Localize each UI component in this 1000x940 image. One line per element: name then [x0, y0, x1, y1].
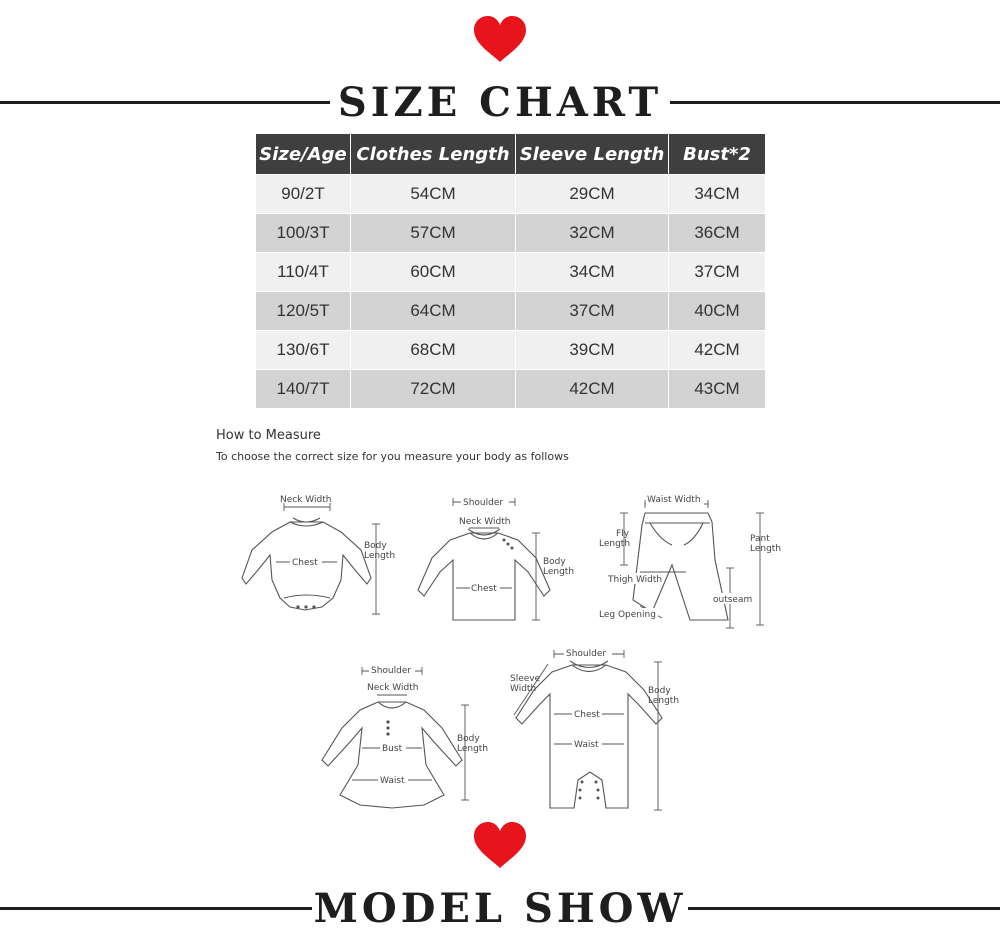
- cell-size: 100/3T: [256, 214, 351, 253]
- how-to-measure-title: How to Measure: [216, 428, 321, 443]
- cell-sleeve-length: 39CM: [516, 331, 669, 370]
- cell-size: 130/6T: [256, 331, 351, 370]
- cell-bust: 34CM: [669, 175, 766, 214]
- how-to-measure-subtitle: To choose the correct size for you measure your body as follows: [216, 450, 569, 463]
- heading-rule-right: [688, 907, 1000, 910]
- cell-clothes-length: 68CM: [351, 331, 516, 370]
- heart-icon: [472, 14, 528, 64]
- cell-bust: 43CM: [669, 370, 766, 409]
- dress-length-label: Length: [457, 744, 489, 754]
- top-shoulder-label: Shoulder: [463, 498, 504, 508]
- jumpsuit-sleeve-width-label: Width: [510, 684, 537, 694]
- jumpsuit-diagram: [510, 647, 679, 810]
- dress-shoulder-label: Shoulder: [371, 666, 412, 676]
- cell-clothes-length: 72CM: [351, 370, 516, 409]
- top-neck-width-label: Neck Width: [459, 517, 511, 527]
- table-row: [256, 292, 766, 331]
- romper-body-label: Body: [364, 541, 387, 551]
- table-header-row: [256, 134, 766, 175]
- cell-clothes-length: 60CM: [351, 253, 516, 292]
- header-bust: Bust*2: [669, 134, 766, 175]
- pants-diagram: [598, 494, 781, 628]
- header-sleeve-length: Sleeve Length: [516, 134, 669, 175]
- dress-bust-label: Bust: [382, 744, 403, 754]
- cell-size: 140/7T: [256, 370, 351, 409]
- table-row: [256, 175, 766, 214]
- jumpsuit-waist-label: Waist: [574, 740, 599, 750]
- size-chart-heading: [0, 78, 1000, 128]
- romper-neck-width-label: Neck Width: [280, 495, 332, 505]
- jumpsuit-chest-label: Chest: [574, 710, 600, 720]
- dress-neck-width-label: Neck Width: [367, 683, 419, 693]
- pants-fly-label: Fly: [616, 529, 630, 539]
- top-chest-label: Chest: [471, 584, 497, 594]
- table-row: [256, 370, 766, 409]
- romper-length-label: Length: [364, 551, 396, 561]
- cell-clothes-length: 64CM: [351, 292, 516, 331]
- top-diagram: [418, 496, 574, 620]
- pants-pant-length-label: Length: [750, 544, 782, 554]
- cell-clothes-length: 57CM: [351, 214, 516, 253]
- cell-sleeve-length: 42CM: [516, 370, 669, 409]
- pants-outseam-label: outseam: [713, 595, 753, 605]
- jumpsuit-sleeve-label: Sleeve: [510, 674, 541, 684]
- cell-sleeve-length: 37CM: [516, 292, 669, 331]
- pants-waist-width-label: Waist Width: [647, 495, 701, 505]
- jumpsuit-shoulder-label: Shoulder: [566, 649, 607, 659]
- cell-sleeve-length: 34CM: [516, 253, 669, 292]
- heart-icon: [472, 820, 528, 870]
- size-table: [255, 133, 766, 409]
- pants-fly-length-label: Length: [599, 539, 631, 549]
- measurement-diagrams: [0, 480, 1000, 820]
- cell-size: 110/4T: [256, 253, 351, 292]
- cell-size: 120/5T: [256, 292, 351, 331]
- heading-rule-right: [670, 101, 1000, 104]
- top-body-label: Body: [543, 557, 566, 567]
- pants-pant-label: Pant: [750, 534, 770, 544]
- heading-rule-left: [0, 101, 330, 104]
- cell-bust: 37CM: [669, 253, 766, 292]
- cell-bust: 42CM: [669, 331, 766, 370]
- cell-bust: 40CM: [669, 292, 766, 331]
- table-row: [256, 331, 766, 370]
- heading-rule-left: [0, 907, 312, 910]
- pants-leg-opening-label: Leg Opening: [599, 610, 656, 620]
- cell-clothes-length: 54CM: [351, 175, 516, 214]
- romper-chest-label: Chest: [292, 558, 318, 568]
- model-show-heading: [0, 884, 1000, 934]
- dress-diagram: [322, 664, 488, 808]
- dress-waist-label: Waist: [380, 776, 405, 786]
- table-row: [256, 253, 766, 292]
- jumpsuit-body-label: Body: [648, 686, 671, 696]
- dress-body-label: Body: [457, 734, 480, 744]
- romper-diagram: [242, 495, 395, 614]
- table-row: [256, 214, 766, 253]
- header-clothes-length: Clothes Length: [351, 134, 516, 175]
- model-show-title: MODEL SHOW: [313, 885, 687, 932]
- cell-size: 90/2T: [256, 175, 351, 214]
- cell-sleeve-length: 29CM: [516, 175, 669, 214]
- top-length-label: Length: [543, 567, 575, 577]
- jumpsuit-length-label: Length: [648, 696, 680, 706]
- header-size-age: Size/Age: [256, 134, 351, 175]
- cell-sleeve-length: 32CM: [516, 214, 669, 253]
- size-chart-title: SIZE CHART: [337, 79, 663, 126]
- cell-bust: 36CM: [669, 214, 766, 253]
- pants-thigh-width-label: Thigh Width: [608, 575, 663, 585]
